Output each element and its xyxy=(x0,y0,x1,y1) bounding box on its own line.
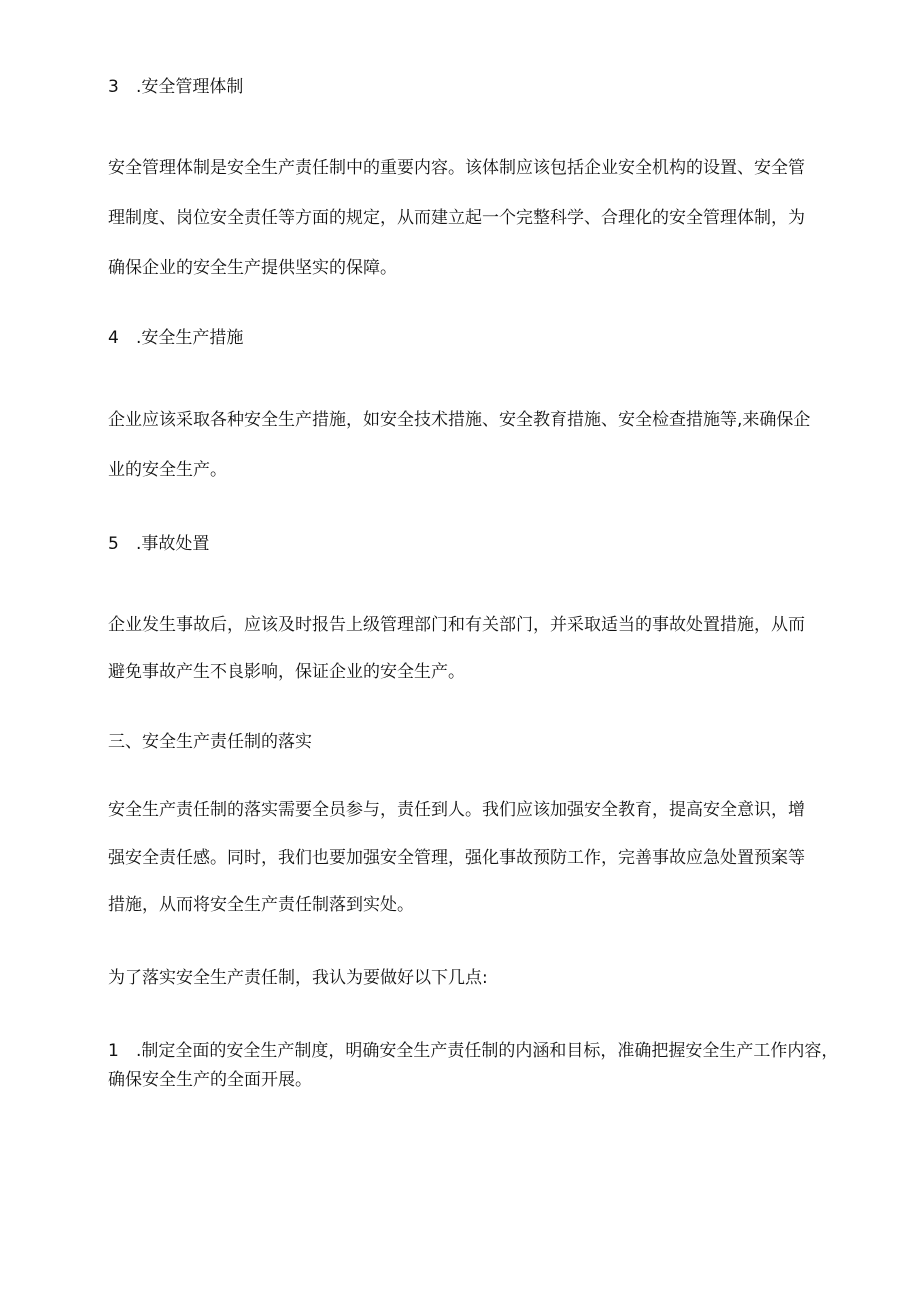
section-4-heading xyxy=(108,326,243,350)
section-3-heading xyxy=(108,75,243,99)
section-3-para-line-2: 理制度、岗位安全责任等方面的规定，从而建立起一个完整科学、合理化的安全管理体制，为 xyxy=(108,208,805,228)
section-3-title: .安全管理体制 xyxy=(136,77,244,97)
part-3-para-line-3: 措施，从而将安全生产责任制落到实处。 xyxy=(108,895,414,915)
list-item-1-number: 1 xyxy=(108,1041,119,1061)
section-4-number: 4 xyxy=(108,328,119,348)
list-item-1-line-2: 确保安全生产的全面开展。 xyxy=(108,1070,312,1090)
part-3-intro: 为了落实安全生产责任制，我认为要做好以下几点: xyxy=(108,968,488,988)
section-3-para-line-3: 确保企业的安全生产提供坚实的保障。 xyxy=(108,258,397,278)
part-3-para-line-2: 强安全责任感。同时，我们也要加强安全管理，强化事故预防工作，完善事故应急处置预案等 xyxy=(108,848,805,868)
section-4-para-line-2: 业的安全生产。 xyxy=(108,460,227,480)
section-3-number: 3 xyxy=(108,77,119,97)
part-3-para-line-1: 安全生产责任制的落实需要全员参与，责任到人。我们应该加强安全教育，提高安全意识，增 xyxy=(108,800,805,820)
section-3-para-line-1: 安全管理体制是安全生产责任制中的重要内容。该体制应该包括企业安全机构的设置、安全管 xyxy=(108,158,805,178)
section-5-number: 5 xyxy=(108,534,119,554)
section-4-title: .安全生产措施 xyxy=(136,328,244,348)
list-item-1-line-1 xyxy=(108,1039,838,1063)
section-5-heading xyxy=(108,532,209,556)
section-5-para-line-1: 企业发生事故后，应该及时报告上级管理部门和有关部门，并采取适当的事故处置措施，从而 xyxy=(108,615,805,635)
section-4-para-line-1: 企业应该采取各种安全生产措施，如安全技术措施、安全教育措施、安全检查措施等,来确保企 xyxy=(108,410,811,430)
list-item-1-text: .制定全面的安全生产制度，明确安全生产责任制的内涵和目标，准确把握安全生产工作内容， xyxy=(136,1041,839,1061)
section-5-para-line-2: 避免事故产生不良影响，保证企业的安全生产。 xyxy=(108,662,465,682)
section-5-title: .事故处置 xyxy=(136,534,210,554)
part-3-heading: 三、安全生产责任制的落实 xyxy=(108,732,312,752)
